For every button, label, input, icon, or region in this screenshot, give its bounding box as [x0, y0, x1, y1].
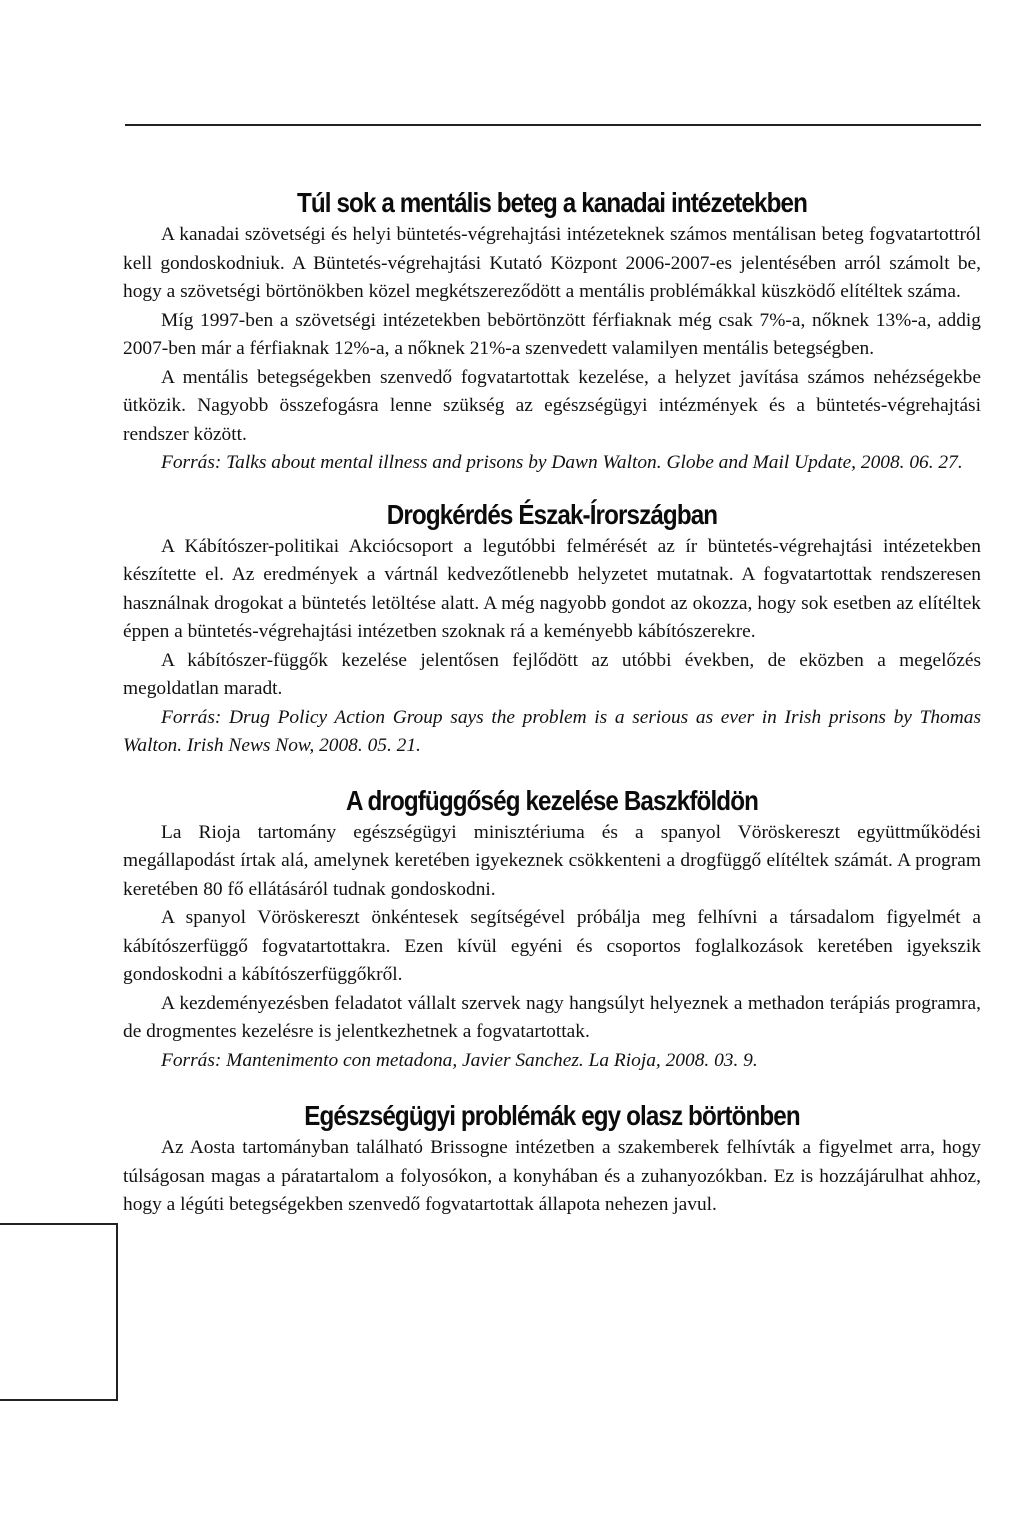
paragraph: A mentális betegségekben szenvedő fogvatartottak kezelése, a helyzet javítása számos nehézségekbe ütközik. Nagyobb összefogásra lenne szükség az egészségügyi intézmények és a büntetés-végrehajtási rendszer között. — [123, 366, 981, 445]
source-citation: Forrás: Mantenimento con metadona, Javier Sanchez. La Rioja, 2008. 03. 9. — [161, 1049, 758, 1071]
article-column — [123, 185, 981, 1220]
paragraph: A kanadai szövetségi és helyi büntetés-végrehajtási intézeteknek számos mentálisan beteg fogvatartottról kell gondoskodniuk. A Büntetés-végrehajtási Kutató Központ 2006-2007-es jelentésében arról számolt be, hogy a szövetségi börtönökben közel megkétszereződött a mentális problémákkal küszködő elítéltek száma. — [123, 224, 981, 302]
article-title: Túl sok a mentális beteg a kanadai intézetekben — [296, 187, 808, 218]
source-citation: Forrás: Talks about mental illness and prisons by Dawn Walton. Globe and Mail Update, 2008. 06. 27. — [161, 452, 963, 473]
side-box — [0, 1223, 118, 1403]
paragraph: A kábítószer-függők kezelése jelentősen fejlődött az utóbbi években, de eközben a megelőzés megoldatlan maradt. — [123, 649, 981, 699]
article-title: Drogkérdés Észak-Írországban — [386, 498, 718, 530]
article-italy — [123, 1098, 981, 1220]
paragraph: A Kábítószer-politikai Akciócsoport a legutóbbi felmérését az ír büntetés-végrehajtási intézetekben készítette el. Az eredmények a vártnál kedvezőtlenebb helyzetet mutatnak. A fogvatartottak rendszeresen használnak drogokat a büntetés letöltése alatt. A még nagyobb gondot az okozza, hogy sok esetben az elítéltek éppen a büntetés-végrehajtási intézetben szoknak rá a keményebb kábítószerekre. — [123, 535, 981, 642]
paragraph: A kezdeményezésben feladatot vállalt szervek nagy hangsúlyt helyeznek a methadon terápiás programra, de drogmentes kezelésre is jelentkezhetnek a fogvatartottak. — [123, 992, 981, 1042]
paragraph: Míg 1997-ben a szövetségi intézetekben bebörtönzött férfiaknak még csak 7%-a, nőknek 13%-a, addig 2007-ben már a férfiaknak 12%-a, a nőknek 21%-a szenvedett valamilyen mentális betegségben. — [123, 309, 981, 359]
top-rule — [125, 124, 981, 126]
article-canada — [123, 185, 981, 478]
article-basque — [123, 783, 981, 1076]
article-title: A drogfüggőség kezelése Baszkföldön — [345, 784, 759, 816]
article-title: Egészségügyi problémák egy olasz börtönben — [304, 1100, 800, 1131]
paragraph: A spanyol Vöröskereszt önkéntesek segítségével próbálja meg felhívni a társadalom figyelmét a kábítószerfüggő fogvatartottakra. Ezen kívül egyéni és csoportos foglalkozások keretében igyekszik gondoskodni a kábítószerfüggőkről. — [123, 907, 981, 985]
source-citation: Forrás: Drug Policy Action Group says the problem is a serious as ever in Irish prisons by Thomas Walton. Irish News Now, 2008. 05. 21. — [123, 706, 981, 756]
article-northern-ireland — [123, 497, 981, 761]
paragraph: La Rioja tartomány egészségügyi minisztériuma és a spanyol Vöröskereszt együttműködési megállapodást írtak alá, amelynek keretében igyekeznek csökkenteni a drogfüggő elítéltek számát. A program keretében 80 fő ellátásáról tudnak gondoskodni. — [123, 821, 981, 900]
paragraph: Az Aosta tartományban található Brissogne intézetben a szakemberek felhívták a figyelmet arra, hogy túlságosan magas a páratartalom a folyosókon, a konyhában és a zuhanyozókban. Ez is hozzájárulhat ahhoz, hogy a légúti betegségekben szenvedő fogvatartottak állapota nehezen javul. — [123, 1137, 981, 1215]
